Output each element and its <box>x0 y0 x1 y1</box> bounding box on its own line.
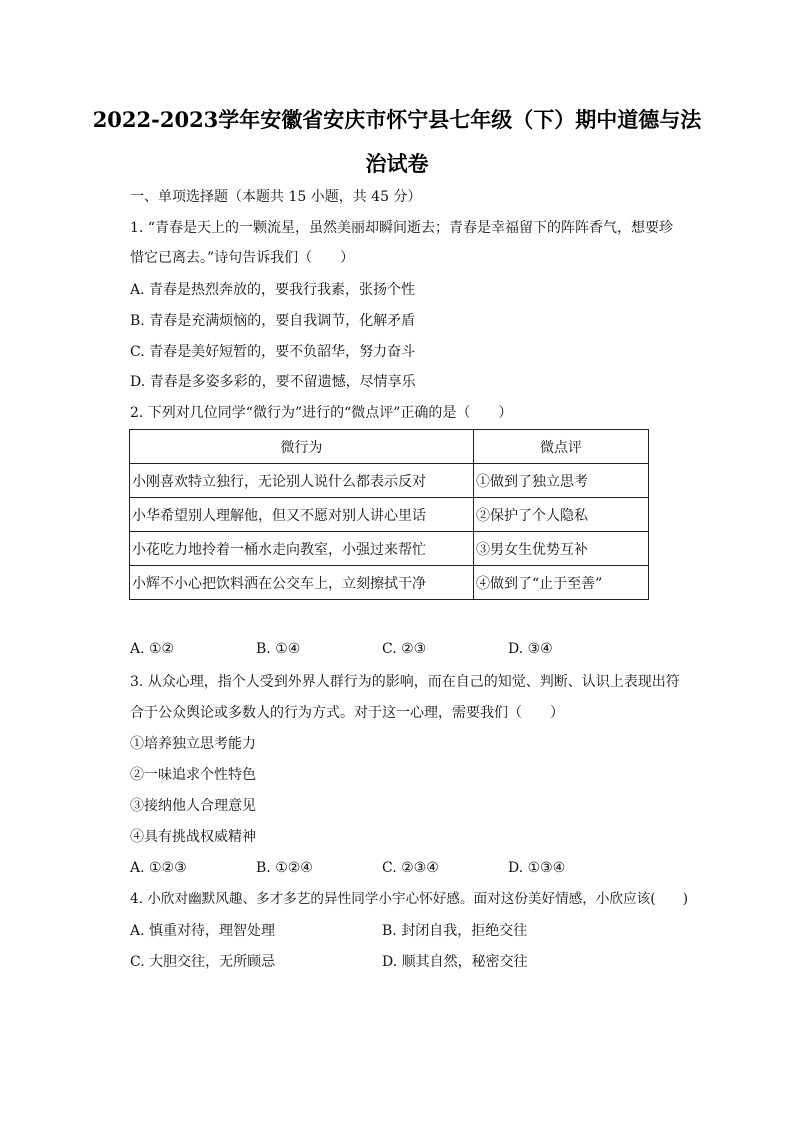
table-header-cell: 微行为 <box>130 430 474 464</box>
question-3-option-c: C. ②③④ <box>382 860 439 876</box>
question-3-option-d: D. ①③④ <box>508 860 566 876</box>
table-row <box>130 498 649 532</box>
table-row <box>130 566 649 600</box>
question-2-stem: 2. 下列对几位同学“微行为”进行的“微点评”正确的是（ ） <box>130 405 513 421</box>
table-row <box>130 532 649 566</box>
table-cell: 小华希望别人理解他，但又不愿对别人讲心里话 <box>130 498 474 532</box>
question-3-stem-line-1: 3. 从众心理，指个人受到外界人群行为的影响，而在自己的知觉、判断、认识上表现出符 <box>130 674 680 690</box>
question-3-item-4: ④具有挑战权威精神 <box>130 829 256 845</box>
table-cell: 小花吃力地拎着一桶水走向教室，小强过来帮忙 <box>130 532 474 566</box>
question-2-option-d: D. ③④ <box>508 641 553 657</box>
table-cell: ②保护了个人隐私 <box>474 498 649 532</box>
question-4-option-a: A. 慎重对待，理智处理 <box>130 923 276 939</box>
question-1-stem-line-1: 1. “青春是天上的一颗流星，虽然美丽却瞬间逝去；青春是幸福留下的阵阵香气，想要珍 <box>130 220 673 236</box>
table-cell: ③男女生优势互补 <box>474 532 649 566</box>
question-3-item-3: ③接纳他人合理意见 <box>130 798 256 814</box>
question-2-option-c: C. ②③ <box>382 641 427 657</box>
table-cell: ④做到了“止于至善” <box>474 566 649 600</box>
exam-title-line-1: 2022-2023学年安徽省安庆市怀宁县七年级（下）期中道德与法 <box>92 107 702 132</box>
question-1-option-c: C. 青春是美好短暂的，要不负韶华，努力奋斗 <box>130 344 416 360</box>
question-4-option-b: B. 封闭自我，拒绝交往 <box>382 923 528 939</box>
question-4-option-c: C. 大胆交往，无所顾忌 <box>130 954 276 970</box>
table-header-row <box>130 430 649 464</box>
question-1-option-b: B. 青春是充满烦恼的，要自我调节，化解矛盾 <box>130 313 416 329</box>
exam-title-line-2: 治试卷 <box>365 151 429 176</box>
question-4-option-d: D. 顺其自然，秘密交往 <box>382 954 528 970</box>
question-3-item-2: ②一味追求个性特色 <box>130 767 256 783</box>
question-3-stem-line-2: 合于公众舆论或多数人的行为方式。对于这一心理，需要我们（ ） <box>130 705 564 721</box>
question-2-option-b: B. ①④ <box>256 641 301 657</box>
question-1-option-a: A. 青春是热烈奔放的，要我行我素，张扬个性 <box>130 282 416 298</box>
table-cell: 小辉不小心把饮料洒在公交车上，立刻擦拭干净 <box>130 566 474 600</box>
table-header-cell: 微点评 <box>474 430 649 464</box>
table-cell: 小刚喜欢特立独行，无论别人说什么都表示反对 <box>130 464 474 498</box>
question-1-option-d: D. 青春是多姿多彩的，要不留遗憾，尽情享乐 <box>130 374 416 390</box>
question-1-stem-line-2: 惜它已离去。”诗句告诉我们（ ） <box>130 250 355 266</box>
question-3-option-b: B. ①②④ <box>256 860 313 876</box>
table-row <box>130 464 649 498</box>
question-3-option-a: A. ①②③ <box>130 860 187 876</box>
section-heading: 一、单项选择题（本题共 15 小题，共 45 分） <box>130 189 422 205</box>
question-4-stem: 4. 小欣对幽默风趣、多才多艺的异性同学小宇心怀好感。面对这份美好情感，小欣应该( ) <box>130 891 689 907</box>
question-2-option-a: A. ①② <box>130 641 175 657</box>
table-cell: ①做到了独立思考 <box>474 464 649 498</box>
question-2-table <box>129 429 649 600</box>
question-3-item-1: ①培养独立思考能力 <box>130 736 256 752</box>
